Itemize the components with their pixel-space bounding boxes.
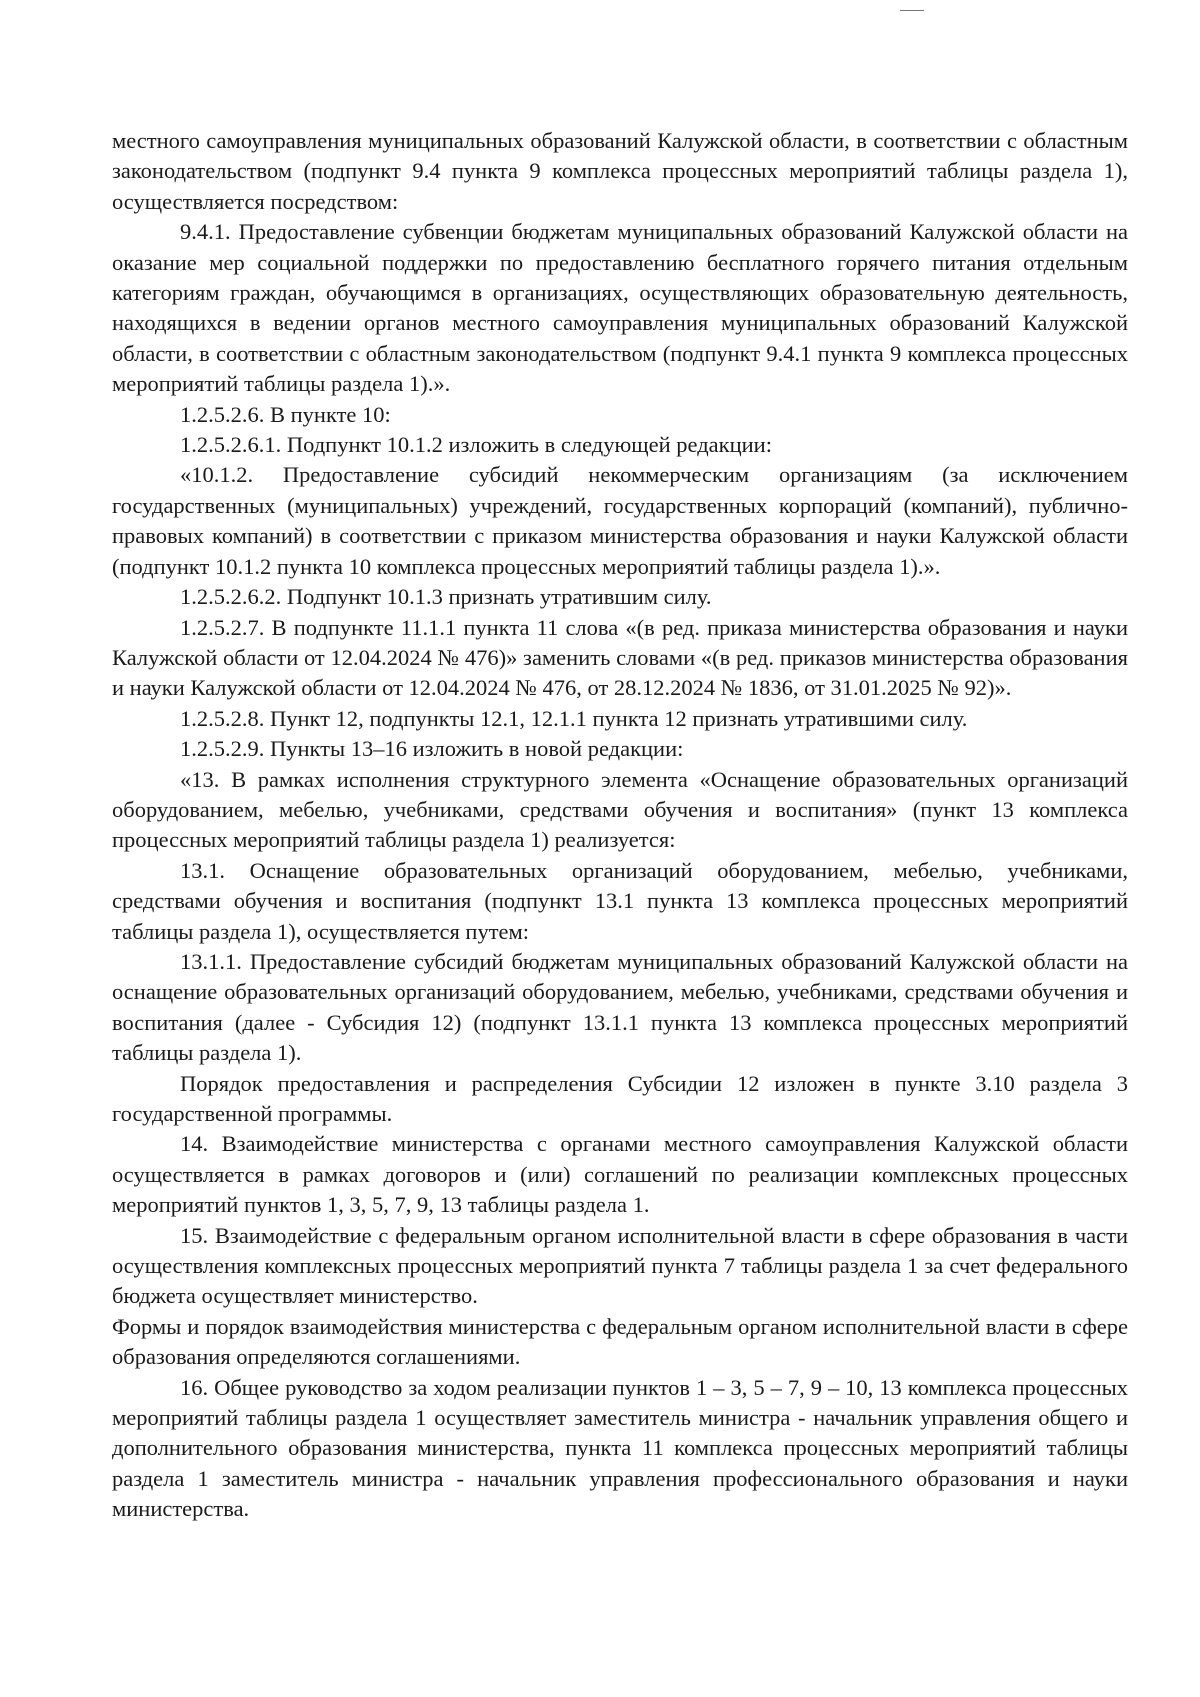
paragraph: 1.2.5.2.6. В пункте 10: <box>180 401 391 427</box>
paragraph: Порядок предоставления и распределения Субсидии 12 изложен в пункте 3.10 раздела 3 государственной программы. <box>112 1070 1128 1126</box>
document-body <box>112 126 1128 1525</box>
paragraph: 15. Взаимодействие с федеральным органом исполнительной власти в сфере образования в части осуществления комплексных процессных мероприятий пункта 7 таблицы раздела 1 за счет федерального бюджета осуществляет министерство. <box>112 1222 1128 1309</box>
paragraph: 1.2.5.2.9. Пункты 13–16 изложить в новой редакции: <box>180 736 684 762</box>
paragraph: «10.1.2. Предоставление субсидий некоммерческим организациям (за исключением государственных (муниципальных) учреждений, государственных корпораций (компаний), публично-правовых компаний) в соответствии с приказом министерства образования и науки Калужской области (подпункт 10.1.2 пункта 10 комплекса процессных мероприятий таблицы раздела 1).». <box>112 462 1128 579</box>
paragraph: 16. Общее руководство за ходом реализации пунктов 1 – 3, 5 – 7, 9 – 10, 13 комплекса процессных мероприятий таблицы раздела 1 осуществляет заместитель министра - начальник управления общего и дополнительного образования министерства, пункта 11 комплекса процессных мероприятий таблицы раздела 1 заместитель министра - начальник управления профессионального образования и науки министерства. <box>112 1374 1128 1522</box>
page-top-mark <box>900 10 924 13</box>
paragraph: Формы и порядок взаимодействия министерства с федеральным органом исполнительной власти в сфере образования определяются соглашениями. <box>112 1313 1128 1370</box>
paragraph: 1.2.5.2.6.1. Подпункт 10.1.2 изложить в следующей редакции: <box>180 432 772 458</box>
paragraph: 13.1. Оснащение образовательных организаций оборудованием, мебелью, учебниками, средствами обучения и воспитания (подпункт 13.1 пункта 13 комплекса процессных мероприятий таблицы раздела 1), осуществляется путем: <box>112 857 1128 944</box>
paragraph: «13. В рамках исполнения структурного элемента «Оснащение образовательных организаций оборудованием, мебелью, учебниками, средствами обучения и воспитания» (пункт 13 комплекса процессных мероприятий таблицы раздела 1) реализуется: <box>112 766 1128 853</box>
paragraph: 13.1.1. Предоставление субсидий бюджетам муниципальных образований Калужской области на оснащение образовательных организаций оборудованием, мебелью, учебниками, средствами обучения и воспитания (далее - Субсидия 12) (подпункт 13.1.1 пункта 13 комплекса процессных мероприятий таблицы раздела 1). <box>112 948 1128 1066</box>
paragraph: 9.4.1. Предоставление субвенции бюджетам муниципальных образований Калужской области на оказание мер социальной поддержки по предоставлению бесплатного горячего питания отдельным категориям граждан, обучающимся в организациях, осуществляющих образовательную деятельность, находящихся в ведении органов местного самоуправления муниципальных образований Калужской области, в соответствии с областным законодательством (подпункт 9.4.1 пункта 9 комплекса процессных мероприятий таблицы раздела 1).». <box>112 219 1128 397</box>
paragraph: 1.2.5.2.6.2. Подпункт 10.1.3 признать утратившим силу. <box>180 584 712 610</box>
paragraph: 1.2.5.2.8. Пункт 12, подпункты 12.1, 12.1.1 пункта 12 признать утратившими силу. <box>180 705 968 731</box>
paragraph: 14. Взаимодействие министерства с органами местного самоуправления Калужской области осуществляется в рамках договоров и (или) соглашений по реализации комплексных процессных мероприятий пунктов 1, 3, 5, 7, 9, 13 таблицы раздела 1. <box>112 1131 1128 1218</box>
paragraph: 1.2.5.2.7. В подпункте 11.1.1 пункта 11 слова «(в ред. приказа министерства образования и науки Калужской области от 12.04.2024 № 476)» заменить словами «(в ред. приказов министерства образования и науки Калужской области от 12.04.2024 № 476, от 28.12.2024 № 1836, от 31.01.2025 № 92)». <box>112 614 1128 701</box>
paragraph: местного самоуправления муниципальных образований Калужской области, в соответствии с областным законодательством (подпункт 9.4 пункта 9 комплекса процессных мероприятий таблицы раздела 1), осуществляется посредством: <box>112 128 1128 214</box>
